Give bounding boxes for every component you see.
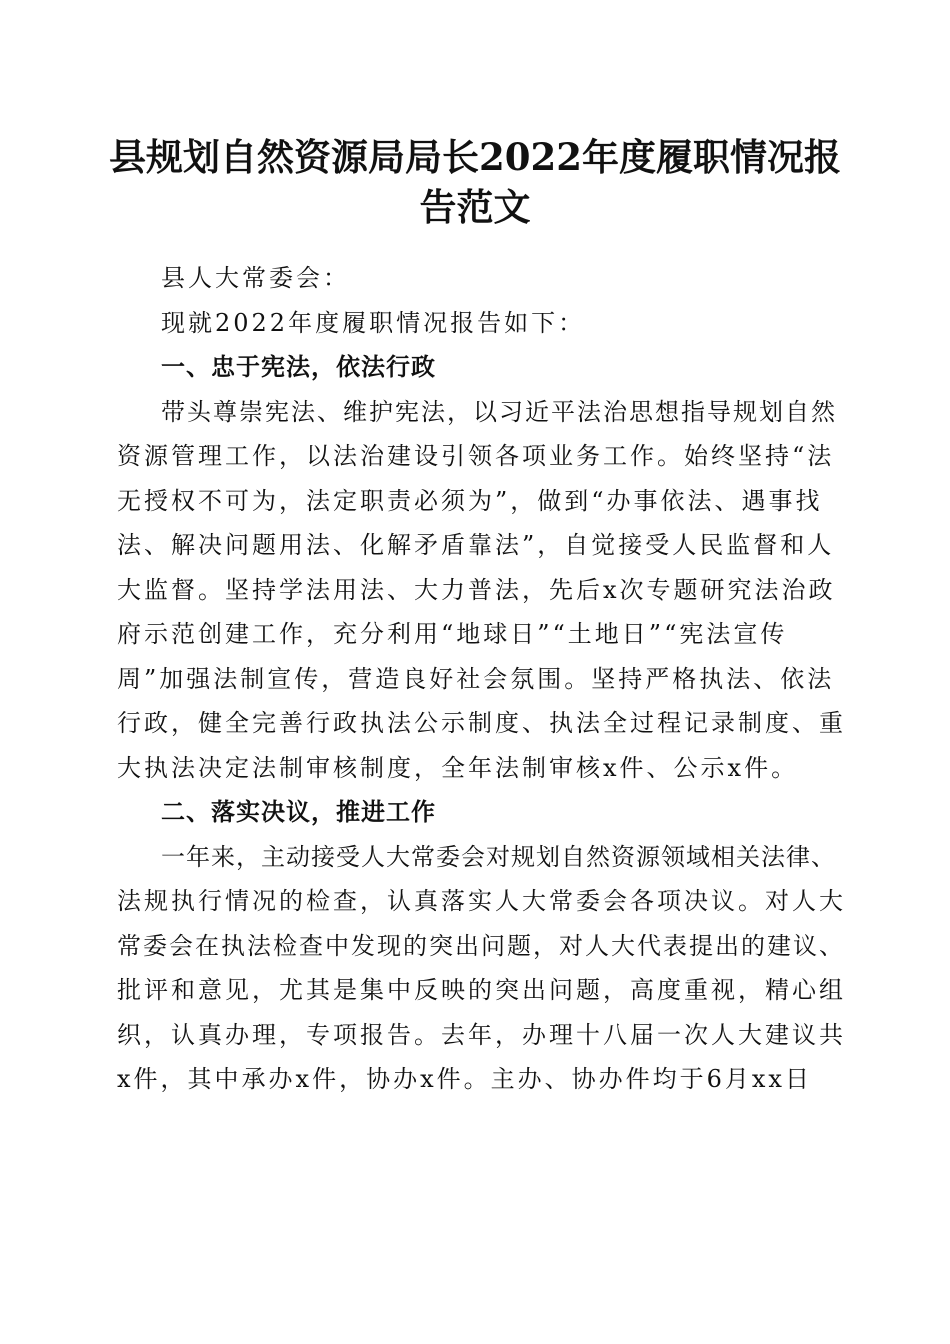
section-heading-1: 一、忠于宪法，依法行政 [161,353,436,381]
paragraph-line: 大监督。坚持学法用法、大力普法，先后x次专题研究法治政 [117,575,836,604]
paragraph-line: 府示范创建工作，充分利用“地球日”“土地日”“宪法宣传 [117,620,788,648]
document-title [100,132,850,232]
paragraph-line: 批评和意见，尤其是集中反映的突出问题，高度重视，精心组 [117,976,846,1004]
paragraph-line: 带头尊崇宪法、维护宪法，以习近平法治思想指导规划自然 [161,397,837,426]
paragraph-line: 无授权不可为，法定职责必须为”，做到“办事依法、遇事找 [117,486,823,515]
paragraph-line: x件，其中承办x件，协办x件。主办、协办件均于6月xx日 [117,1065,812,1093]
paragraph-line: 大执法决定法制审核制度，全年法制审核x件、公示x件。 [117,753,799,782]
paragraph-line: 一年来，主动接受人大常委会对规划自然资源领域相关法律、 [161,842,836,871]
paragraph-line: 法、解决问题用法、化解矛盾靠法”，自觉接受人民监督和人 [117,531,835,559]
paragraph-line: 织，认真办理，专项报告。去年，办理十八届一次人大建议共 [117,1020,846,1049]
document-body [117,256,846,1102]
paragraph-line: 法规执行情况的检查，认真落实人大常委会各项决议。对人大 [117,887,846,915]
section-heading-2: 二、落实决议，推进工作 [161,798,436,826]
title-line-2: 告范文 [419,185,531,229]
paragraph-line: 周”加强法制宣传，营造良好社会氛围。坚持严格执法、依法 [117,664,835,693]
title-line-1: 县规划自然资源局局长2022年度履职情况报 [109,135,841,179]
salutation: 县人大常委会： [161,264,350,292]
paragraph-line: 资源管理工作，以法治建设引领各项业务工作。始终坚持“法 [117,442,835,470]
paragraph-line: 行政，健全完善行政执法公示制度、执法全过程记录制度、重 [117,709,846,737]
paragraph-line: 常委会在执法检查中发现的突出问题，对人大代表提出的建议、 [117,931,845,960]
intro-paragraph: 现就2022年度履职情况报告如下： [161,308,586,337]
